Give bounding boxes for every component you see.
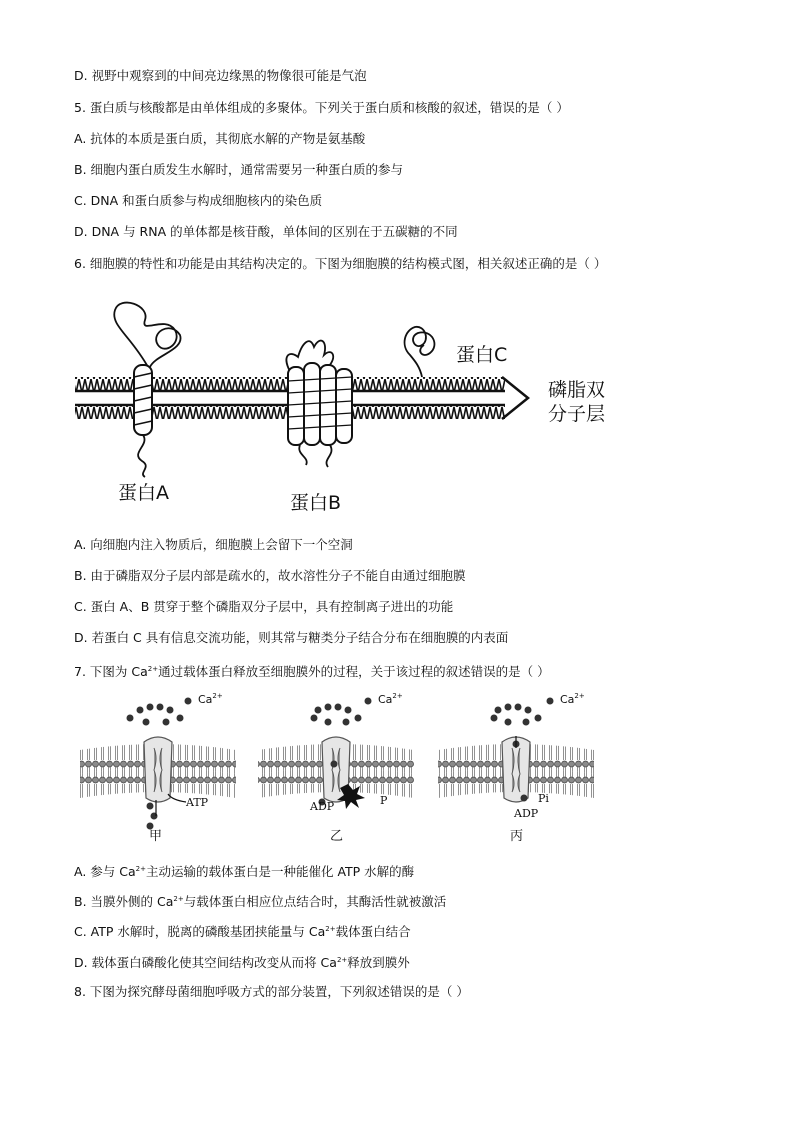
adp-label-panel-3: ADP [514, 807, 539, 820]
panel-3-membrane [438, 698, 594, 803]
calcium-pump-figure [78, 688, 623, 848]
label-protein-a: 蛋白A [118, 482, 169, 504]
calcium-pump-drawing [78, 688, 623, 848]
panel-1-membrane [80, 698, 236, 830]
panel-1-label: 甲 [149, 829, 163, 844]
q7-option-b: B. 当膜外侧的 $Ca^{2+}$与载体蛋白相应位点结合时，其酶活性就被激活 [74, 894, 447, 909]
q7-stem: 7. 下图为 $Ca^{2+}$通过载体蛋白释放至细胞膜外的过程，关于该过程的叙述错误的是（ ） [74, 664, 550, 679]
label-protein-c: 蛋白C [456, 344, 508, 366]
q5-option-b: B. 细胞内蛋白质发生水解时，通常需要另一种蛋白质的参与 [74, 162, 404, 177]
pi-label: Pi [538, 792, 549, 805]
q6-option-a: A. 向细胞内注入物质后，细胞膜上会留下一个空洞 [74, 537, 353, 552]
q5-option-d: D. DNA 与 RNA 的单体都是核苷酸，单体间的区别在于五碳糖的不同 [74, 224, 458, 239]
ca-label-panel-2: $Ca^{2+}$ [378, 692, 403, 706]
q5-option-a: A. 抗体的本质是蛋白质，其彻底水解的产物是氨基酸 [74, 131, 366, 146]
q7-option-a: A. 参与 $Ca^{2+}$主动运输的载体蛋白是一种能催化 ATP 水解的酶 [74, 864, 415, 879]
q5-stem: 5. 蛋白质与核酸都是由单体组成的多聚体。下列关于蛋白质和核酸的叙述，错误的是（ ） [74, 100, 569, 115]
p-label: P [380, 794, 388, 807]
q5-option-c: C. DNA 和蛋白质参与构成细胞核内的染色质 [74, 193, 323, 208]
q6-option-b: B. 由于磷脂双分子层内部是疏水的，故水溶性分子不能自由通过细胞膜 [74, 568, 466, 583]
q7-option-c: C. ATP 水解时，脱离的磷酸基团挟能量与 $Ca^{2+}$载体蛋白结合 [74, 924, 411, 939]
atp-label: ATP [186, 796, 209, 809]
panel-2-membrane [258, 698, 414, 810]
panel-3-label: 丙 [510, 829, 524, 844]
adp-label-panel-2: ADP [310, 800, 335, 813]
ca-label-panel-3: $Ca^{2+}$ [560, 692, 585, 706]
q6-option-c: C. 蛋白 A、B 贯穿于整个磷脂双分子层中，具有控制离子进出的功能 [74, 599, 454, 614]
q6-stem: 6. 细胞膜的特性和功能是由其结构决定的。下图为细胞膜的结构模式图，相关叙述正确的是（ ） [74, 256, 607, 271]
label-protein-b: 蛋白B [290, 492, 342, 514]
q4-option-d: D. 视野中观察到的中间亮边缘黑的物像很可能是气泡 [74, 68, 367, 83]
q7-option-d: D. 载体蛋白磷酸化使其空间结构改变从而将 $Ca^{2+}$释放到膜外 [74, 955, 410, 970]
q8-stem: 8. 下图为探究酵母菌细胞呼吸方式的部分装置，下列叙述错误的是（ ） [74, 984, 469, 999]
membrane-structure-figure [70, 295, 630, 525]
ca-label-panel-1: $Ca^{2+}$ [198, 692, 223, 706]
q6-option-d: D. 若蛋白 C 具有信息交流功能，则其常与糖类分子结合分布在细胞膜的内表面 [74, 630, 509, 645]
panel-2-label: 乙 [330, 829, 344, 844]
label-phospholipid-bilayer: 磷脂双 分子层 [548, 379, 606, 425]
